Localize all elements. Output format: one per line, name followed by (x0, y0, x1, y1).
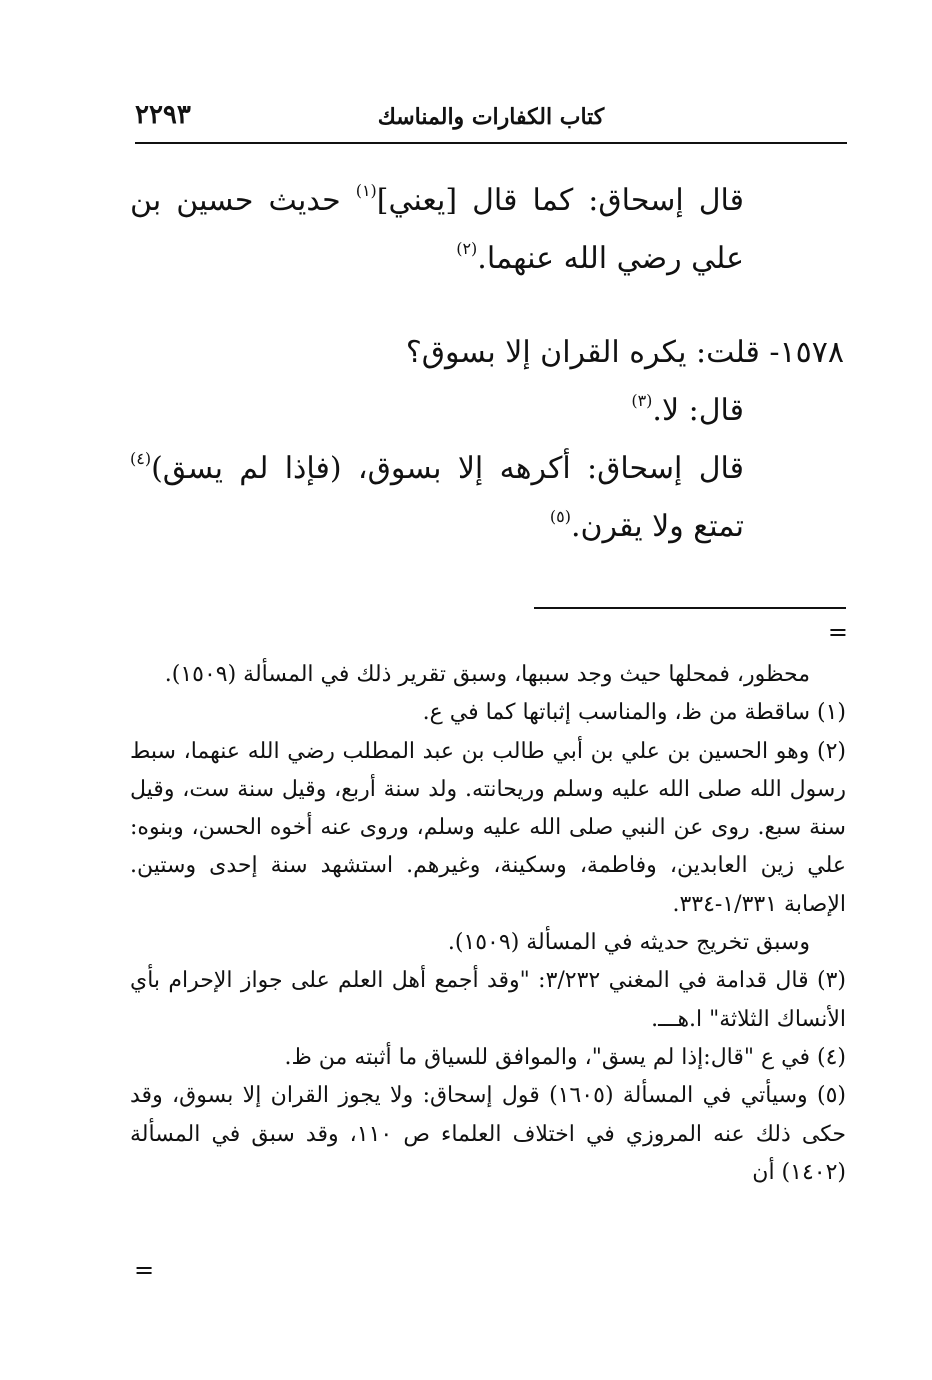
header-rule (135, 142, 847, 144)
footnote-2-continued: وسبق تخريج حديثه في المسألة (١٥٠٩). (447, 930, 810, 956)
paragraph-ishaq-1 (130, 172, 844, 288)
footnotes (130, 656, 846, 1192)
question-1578 (130, 324, 844, 382)
footnote-ref-5[interactable]: (٥) (549, 507, 571, 526)
footnote-4: (٤) في ع "قال:إذا لم يسق"، والموافق للسياق ما أثبته من ظ. (284, 1044, 846, 1070)
footnote-ref-3[interactable]: (٣) (631, 391, 653, 410)
footnote-1: (١) ساقطة من ظ، والمناسب إثباتها كما في ع. (422, 700, 846, 726)
footnote-separator (534, 607, 846, 609)
footnote-carry-over: محظور، فمحلها حيث وجد سببها، وسبق تقرير ذلك في المسألة (١٥٠٩). (164, 662, 810, 687)
header-title: كتاب الكفارات والمناسك (377, 104, 605, 130)
footnote-5: (٥) وسيأتي في المسألة (١٦٠٥) قول إسحاق: ولا يجوز القران إلا بسوق، وقد حكى ذلك عنه المروزي في اختلاف العلماء ص ١١٠، وقد سبق في المسألة (١٤٠٢) أن (130, 1083, 847, 1185)
paragraph-ishaq-2 (130, 440, 844, 556)
footnote-2: (٢) وهو الحسين بن علي بن أبي طالب بن عبد المطلب رضي الله عنهما، سبط رسول الله صلى الله عليه وسلم وريحانته. ولد سنة أربع، وقيل سنة ست، وقيل سنة سبع. روى عن النبي صلى الله عليه وسلم، وروى عنه أخوه الحسن، وبنوه: علي زين العابدين، وفاطمة، وسكينة، وغيرهم. استشهد سنة إحدى وستين. الإصابة ١/٣٣١-٣٣٤. (130, 738, 846, 917)
continuation-mark-bottom: = (134, 1256, 153, 1284)
main-text (130, 172, 844, 556)
footnote-ref-1[interactable]: (١) (355, 181, 377, 200)
paragraph-text: حديث حسين بن علي رضي الله عنهما. (130, 183, 744, 276)
continuation-mark-top: = (827, 618, 846, 646)
footnote-ref-2[interactable]: (٢) (456, 239, 478, 258)
footnote-ref-4[interactable]: (٤) (130, 449, 152, 468)
question-number: ١٥٧٨- (759, 335, 844, 370)
paragraph-text: تمتع ولا يقرن. (570, 509, 744, 544)
answer-text: قال: لا. (652, 393, 744, 428)
footnote-3: (٣) قال قدامة في المغني ٣/٢٣٢: "وقد أجمع أهل العلم على جواز الإحرام بأي الأنساك الثلاثة" ا.هـــ. (130, 968, 846, 1032)
answer (130, 382, 844, 440)
question-text: قلت: يكره القران إلا بسوق؟ (405, 335, 760, 370)
running-header (135, 100, 847, 142)
page-number: ٢٢٩٣ (135, 100, 191, 130)
paragraph-text: قال إسحاق: كما قال [يعني] (376, 183, 745, 218)
paragraph-text: قال إسحاق: أكرهه إلا بسوق، (فإذا لم يسق) (151, 451, 744, 486)
